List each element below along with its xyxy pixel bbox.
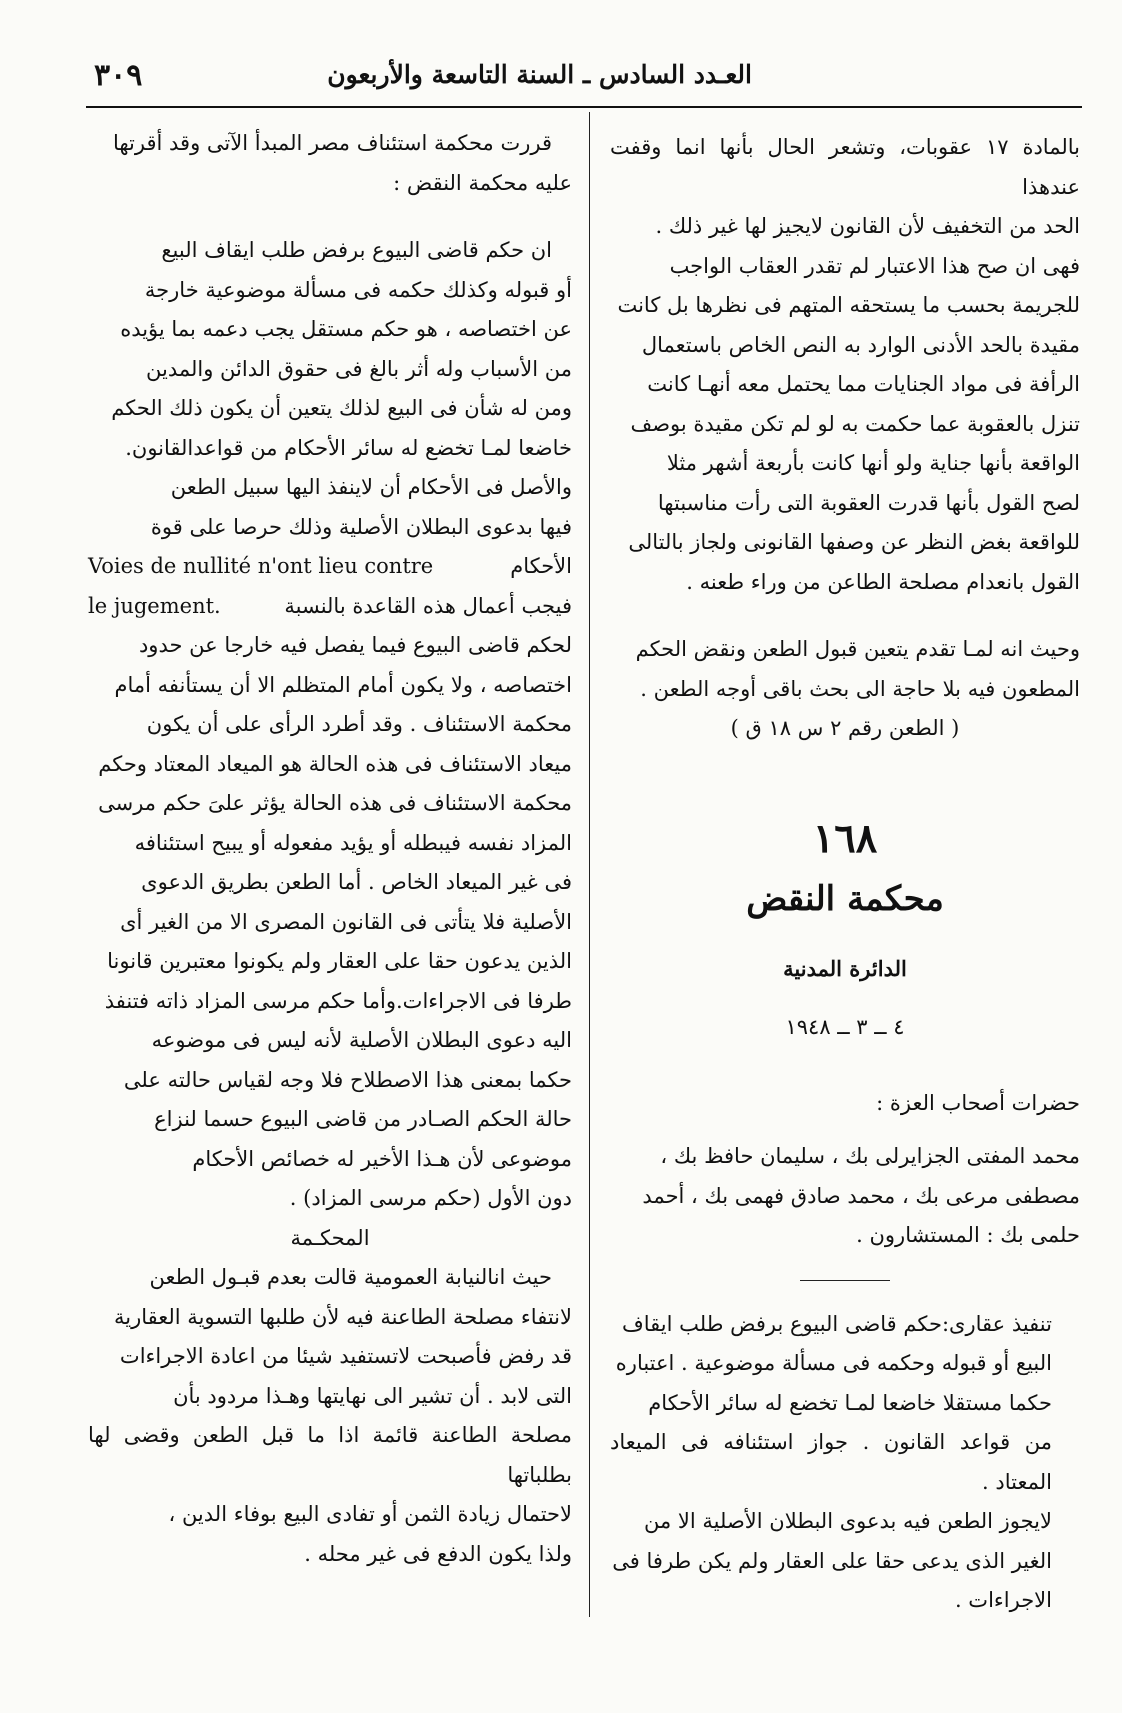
text-line: قررت محكمة استئناف مصر المبدأ الآتى وقد أقرتها	[112, 131, 552, 155]
text-line: لاحتمال زيادة الثمن أو تفادى البيع بوفاء الدين ،	[168, 1502, 572, 1526]
text-line: بالمادة ١٧ عقوبات، وتشعر الحال بأنها انما وقفت عندهذا	[610, 135, 1080, 199]
text-line: القول بانعدام مصلحة الطاعن من وراء طعنه .	[686, 569, 1080, 594]
text-line: فهى ان صح هذا الاعتبار لم تقدر العقاب الواجب	[669, 253, 1080, 278]
text-line: عليه محكمة النقض :	[393, 170, 572, 195]
text-line: مقيدة بالحد الأدنى الوارد به النص الخاص باستعمال	[641, 332, 1080, 357]
text-line: ان حكم قاضى البيوع برفض طلب ايقاف البيع	[161, 238, 552, 262]
page-header	[86, 52, 1082, 102]
text-line: قد رفض فأصبحت لاتستفيد شيئا من اعادة الاجراءات	[119, 1344, 572, 1368]
presence-block	[610, 1084, 1080, 1256]
section-title: المحكـمة	[290, 1225, 370, 1250]
text-line: ولذا يكون الدفع فى غير محله .	[304, 1541, 572, 1566]
text-line: اختصاصه ، ولا يكون أمام المتظلم الا أن يستأنفه أمام	[114, 672, 572, 697]
summary-line: البيع أو قبوله وحكمه فى مسألة موضوعية . اعتباره	[615, 1351, 1052, 1375]
text-line: حكما بمعنى هذا الاصطلاح فلا وجه لقياس حالته على	[123, 1067, 572, 1092]
mixed-line	[88, 547, 572, 587]
summary-line: الغير الذى يدعى حقا على العقار ولم يكن طرفا فى	[612, 1548, 1052, 1573]
text-line: الحد من التخفيف لأن القانون لايجيز لها غير ذلك .	[655, 214, 1080, 238]
presence-label: حضرات أصحاب العزة :	[876, 1090, 1080, 1115]
spacer	[610, 602, 1080, 630]
text-line: وحيث انه لمـا تقدم يتعين قبول الطعن ونقض الحكم	[635, 637, 1080, 661]
french-phrase: Voies de nullité n'ont lieu contre	[88, 554, 434, 578]
text-line: محكمة الاستئناف فى هذه الحالة يؤثر علىَ حكم مرسى	[98, 791, 572, 815]
text-line: للواقعة بغض النظر عن وصفها القانونى ولجاز بالتالى	[628, 530, 1080, 554]
text-line: ومن له شأن فى البيع لذلك يتعين أن يكون ذلك الحكم	[111, 396, 572, 420]
text-line: خاضعا لمـا تخضع له سائر الأحكام من قواعدالقانون.	[125, 435, 572, 460]
case-summary	[610, 1305, 1080, 1621]
text-line: دون الأول (حكم مرسى المزاد) .	[289, 1186, 572, 1210]
header-rule	[86, 106, 1082, 108]
text-line: والأصل فى الأحكام أن لاينفذ اليها سبيل الطعن	[170, 475, 572, 499]
arabic-fragment: الأحكام	[510, 554, 572, 578]
judgment-date: ٤ ــ ٣ ــ ١٩٤٨	[785, 1015, 905, 1039]
text-line: اليه دعوى البطلان الأصلية لأنه ليس فى موضوعه	[151, 1028, 572, 1052]
judges-line: مصطفى مرعى بك ، محمد صادق فهمى بك ، أحمد	[642, 1183, 1080, 1208]
text-line: مصلحة الطاعنة قائمة اذا ما قبل الطعن وقضى لها بطلباتها	[88, 1423, 572, 1487]
text-line: الرأفة فى مواد الجنايات مما يحتمل معه أنهـا كانت	[647, 372, 1080, 396]
text-line: للجريمة بحسب ما يستحقه المتهم فى نظرها بل كانت	[617, 293, 1080, 317]
text-line: من الأسباب وله أثر بالغ فى حقوق الدائن والمدين	[145, 356, 572, 381]
spacer	[88, 203, 572, 231]
summary-line: تنفيذ عقارى:حكم قاضى البيوع برفض طلب ايقاف	[622, 1311, 1052, 1336]
court-reasoning	[88, 1258, 572, 1574]
principle-paragraph	[88, 231, 572, 1219]
judges-line: حلمى بك : المستشارون .	[856, 1223, 1080, 1247]
appeal-reference: ( الطعن رقم ٢ س ١٨ ق )	[730, 716, 960, 740]
text-line: حيث انالنيابة العمومية قالت بعدم قبـول الطعن	[149, 1265, 552, 1289]
text-line: ميعاد الاستئناف فى هذه الحالة هو الميعاد المعتاد وحكم	[98, 751, 572, 776]
text-line: أو قبوله وكذلك حكمه فى مسألة موضوعية خارجة	[144, 277, 572, 302]
running-head: العـدد السادس ـ السنة التاسعة والأربعون	[327, 60, 752, 89]
text-line: تنزل بالعقوبة عما حكمت به لو لم تكن مقيدة بوصف	[630, 411, 1080, 436]
previous-case-text	[610, 128, 1080, 602]
page-number: ٣٠٩	[94, 58, 143, 93]
text-line: موضوعى لأن هـذا الأخير له خصائص الأحكام	[192, 1146, 572, 1171]
text-line: المزاد نفسه فيبطله أو يؤيد مفعوله أو يبيح استئنافه	[134, 830, 572, 855]
text-line: محكمة الاستئناف . وقد أطرد الرأى على أن يكون	[146, 712, 572, 736]
text-line: فيها بدعوى البطلان الأصلية وذلك حرصا على قوة	[150, 514, 572, 539]
summary-line: لايجوز الطعن فيه بدعوى البطلان الأصلية الا من	[644, 1509, 1052, 1533]
text-line: عن اختصاصه ، هو حكم مستقل يجب دعمه بما يؤيده	[120, 317, 572, 341]
judges-line: محمد المفتى الجزايرلى بك ، سليمان حافظ بك ،	[660, 1144, 1080, 1168]
circuit-name: الدائرة المدنية	[783, 955, 907, 981]
arabic-fragment: فيجب أعمال هذه القاعدة بالنسبة	[284, 593, 572, 618]
text-line: التى لابد . أن تشير الى نهايتها وهـذا مردود بأن	[173, 1383, 572, 1408]
text-line: الذين يدعون حقا على العقار ولم يكونوا معتبرين قانونا	[107, 949, 572, 973]
mixed-line	[88, 587, 572, 627]
intro-paragraph	[88, 124, 572, 203]
text-line: الواقعة بأنها جناية ولو أنها كانت بأربعة أشهر مثلا	[666, 451, 1080, 475]
spacer	[610, 1123, 1080, 1137]
summary-line: حكما مستقلا خاضعا لمـا تخضع له سائر الأحكام	[648, 1390, 1052, 1415]
text-line: طرفا فى الاجراءات.وأما حكم مرسى المزاد ذاته فتنفذ	[104, 988, 572, 1013]
text-line: الأصلية فلا يتأتى فى القانون المصرى الا من الغير أى	[120, 909, 572, 934]
summary-line: من قواعد القانون . جواز استئنافه فى الميعاد المعتاد .	[610, 1430, 1052, 1494]
text-line: حالة الحكم الصـادر من قاضى البيوع حسما لنزاع	[154, 1107, 572, 1131]
text-line: فى غير الميعاد الخاص . أما الطعن بطريق الدعوى	[141, 870, 572, 894]
right-column	[610, 128, 1080, 1621]
column-divider	[589, 112, 590, 1617]
text-line: لانتفاء مصلحة الطاعنة فيه لأن طلبها التسوية العقارية	[114, 1304, 572, 1329]
conclusion-paragraph	[610, 630, 1080, 709]
separator-rule	[800, 1280, 890, 1281]
text-line: لصح القول بأنها قدرت العقوبة التى رأت مناسبتها	[657, 490, 1080, 515]
french-phrase: le jugement.	[88, 593, 221, 618]
left-column	[88, 124, 572, 1574]
summary-line: الاجراءات .	[954, 1588, 1052, 1612]
text-line: المطعون فيه بلا حاجة الى بحث باقى أوجه الطعن .	[640, 676, 1080, 701]
court-title: محكمة النقض	[746, 878, 944, 919]
text-line: لحكم قاضى البيوع فيما يفصل فيه خارجا عن حدود	[138, 633, 572, 657]
case-number: ١٦٨	[812, 814, 878, 862]
